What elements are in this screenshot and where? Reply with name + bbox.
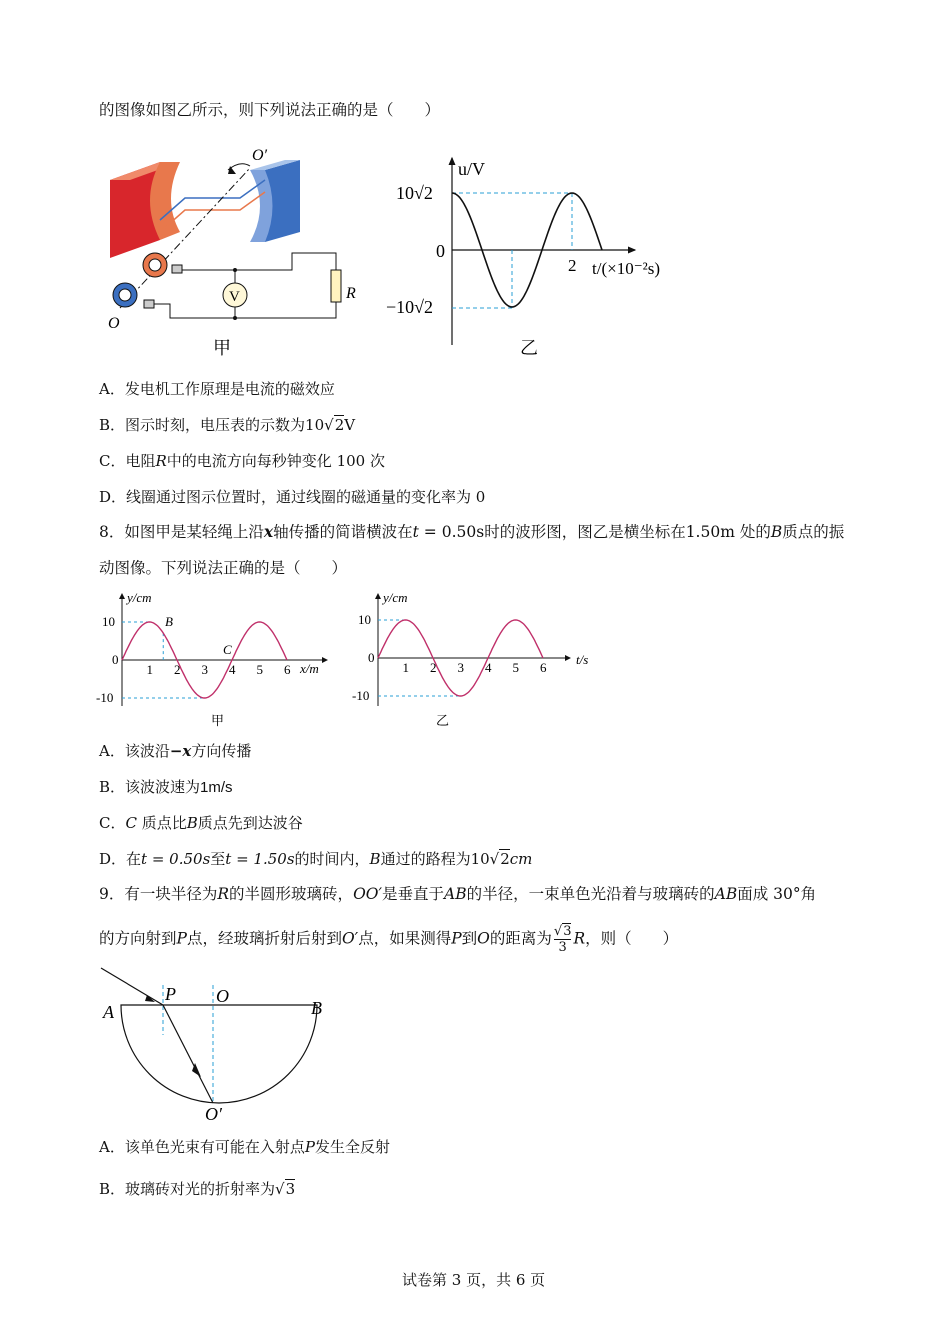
incident-ray bbox=[101, 968, 163, 1005]
y-tick-top: 10√2 bbox=[396, 183, 433, 203]
x-tick-label: 2 bbox=[174, 662, 181, 677]
point-b: B bbox=[165, 614, 173, 629]
question-intro-line: 的图像如图乙所示，则下列说法正确的是（ ） bbox=[99, 101, 441, 119]
wave-chart-yi bbox=[348, 588, 608, 733]
x-tick-label: 5 bbox=[256, 662, 263, 677]
q9-option-b[interactable]: B．玻璃砖对光的折射率为√3 bbox=[99, 1180, 296, 1198]
y-tick-label: 0 bbox=[112, 652, 119, 667]
semicircle-glass-figure bbox=[95, 960, 345, 1125]
svg-text:R: R bbox=[346, 285, 356, 302]
svg-text:x/m: x/m bbox=[300, 661, 319, 676]
x-tick-label: 3 bbox=[457, 660, 464, 675]
q9-stem-line2: 的方向射到P点，经玻璃折射后射到O′点，如果测得P到O的距离为 $\frac{√3}{3}$ R，则（ ） bbox=[99, 924, 679, 955]
q8-stem-line2: 动图像。下列说法正确的是（ ） bbox=[99, 559, 348, 577]
svg-text:P: P bbox=[165, 984, 176, 1004]
page-footer: 试卷第 3 页，共 6 页 bbox=[402, 1271, 546, 1289]
y-tick-label: 10 bbox=[102, 614, 115, 629]
x-tick-label: 5 bbox=[512, 660, 519, 675]
q8-option-b[interactable]: B．该波波速为1m/s bbox=[99, 778, 233, 796]
y-tick-label: 0 bbox=[368, 650, 375, 665]
x-axis-label: t/(×10⁻²s) bbox=[592, 259, 661, 278]
y-tick-label: -10 bbox=[352, 688, 370, 703]
circuit-wire bbox=[154, 253, 336, 318]
q8-option-a[interactable]: A．该波沿−x方向传播 bbox=[99, 742, 252, 760]
label-o: O bbox=[108, 315, 120, 332]
y-tick-label: -10 bbox=[96, 690, 114, 705]
q7-option-c[interactable]: C．电阻R中的电流方向每秒钟变化 100 次 bbox=[99, 452, 385, 470]
q8-stem-line1: 8．如图甲是某轻绳上沿x轴传播的简谐横波在t = 0.50s时的波形图，图乙是横坐标在1.50m 处的B质点的振 bbox=[99, 522, 845, 541]
x-tick-label: 6 bbox=[540, 660, 547, 675]
svg-text:A: A bbox=[103, 1002, 114, 1022]
q7-option-b[interactable]: B．图示时刻，电压表的示数为10√2V bbox=[99, 416, 356, 434]
svg-text:O′: O′ bbox=[205, 1104, 222, 1124]
x-tick-label: 4 bbox=[485, 660, 492, 675]
svg-text:y/cm: y/cm bbox=[383, 590, 408, 605]
q9-stem-line1: 9．有一块半径为R的半圆形玻璃砖，OO′是垂直于AB的半径，一束单色光沿着与玻璃砖的AB面成 30°角 bbox=[99, 885, 817, 903]
y-tick-label: 10 bbox=[358, 612, 371, 627]
wave-chart-jia bbox=[95, 588, 340, 733]
q7-option-d[interactable]: D．线圈通过图示位置时，通过线圈的磁通量的变化率为 0 bbox=[99, 488, 486, 506]
fraction: $\frac{√3}{3}$ bbox=[553, 924, 572, 955]
svg-text:乙: 乙 bbox=[436, 713, 450, 728]
svg-text:甲: 甲 bbox=[211, 713, 225, 728]
refracted-ray bbox=[163, 1005, 213, 1103]
q8-option-c[interactable]: C．C 质点比B质点先到达波谷 bbox=[99, 814, 303, 832]
x-tick-label: 1 bbox=[402, 660, 409, 675]
resistor-r bbox=[331, 270, 341, 302]
svg-text:t/s: t/s bbox=[576, 652, 589, 667]
q8-option-d[interactable]: D．在t = 0.50s至t = 1.50s的时间内，B通过的路程为10√2cm bbox=[99, 850, 533, 868]
x-tick-label: 3 bbox=[201, 662, 208, 677]
y-tick-bottom: −10√2 bbox=[386, 297, 434, 317]
svg-text:y/cm: y/cm bbox=[127, 590, 152, 605]
point-c: C bbox=[223, 642, 232, 657]
x-tick-label: 6 bbox=[284, 662, 291, 677]
svg-text:V: V bbox=[229, 289, 240, 305]
y-tick-zero: 0 bbox=[436, 241, 445, 261]
y-axis-label: u/V bbox=[458, 159, 485, 179]
caption-yi: 乙 bbox=[520, 338, 538, 358]
q9-option-a[interactable]: A．该单色光束有可能在入射点P发生全反射 bbox=[99, 1138, 390, 1156]
label-o-prime: O′ bbox=[252, 147, 268, 164]
x-tick-label: 4 bbox=[229, 662, 236, 677]
x-tick-label: 2 bbox=[430, 660, 437, 675]
generator-figure bbox=[100, 140, 380, 365]
x-tick-2: 2 bbox=[568, 256, 577, 275]
q7-option-a[interactable]: A．发电机工作原理是电流的磁效应 bbox=[99, 380, 335, 398]
svg-text:O: O bbox=[216, 986, 229, 1006]
semicircle-glass bbox=[121, 1005, 317, 1103]
svg-text:B: B bbox=[311, 998, 322, 1018]
caption-jia: 甲 bbox=[213, 338, 231, 358]
x-tick-label: 1 bbox=[146, 662, 153, 677]
u-t-chart bbox=[380, 140, 700, 365]
